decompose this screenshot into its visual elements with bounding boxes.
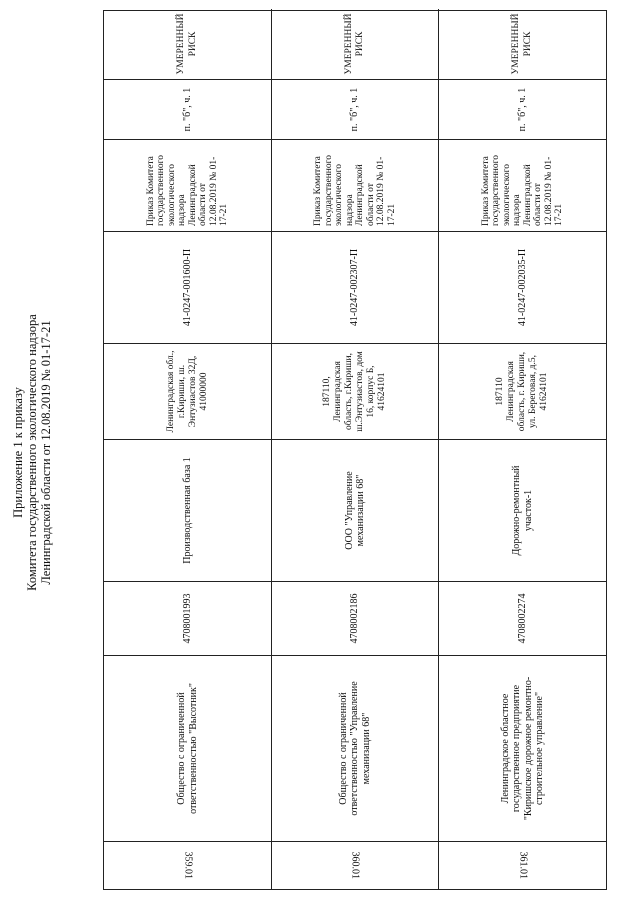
order-document-cell: Приказ Комитета государственного экологического надзора Ленинградской области от 12.08.2019 № 01-17-21: [272, 139, 438, 231]
object-code-cell: 41-0247-001600-П: [104, 231, 271, 343]
risk-category-cell: УМЕРЕННЫЙ РИСК: [343, 13, 365, 75]
address-cell: 187110, Ленинградская область, г.Кириши, ш.Энтузиастов, дом 16, корпус Б, 41624101: [272, 343, 438, 439]
criterion-cell: п. "б", ч. 1: [439, 79, 606, 139]
object-name-cell: ООО "Управление механизации 68": [272, 439, 438, 581]
inn-cell: 4708001993: [104, 581, 271, 655]
object-code-cell: 41-0247-002307-П: [272, 231, 438, 343]
object-name-cell: Дорожно-ремонтный участок-1: [439, 439, 606, 581]
address-cell: 187110 Ленинградская область, г. Кириши, ул. Береговая, д.5, 41624101: [439, 343, 606, 439]
appendix-title: Приложение 1 к приказу: [11, 387, 25, 518]
committee-title: Комитета государственного экологического надзора: [25, 314, 39, 591]
row-number-cell: 360.01: [272, 841, 438, 889]
criterion-cell: п. "б", ч. 1: [104, 79, 271, 139]
table-row: [104, 9, 272, 889]
risk-category-cell: УМЕРЕННЫЙ РИСК: [511, 13, 533, 75]
criterion-cell: п. "б", ч. 1: [272, 79, 438, 139]
order-document-cell: Приказ Комитета государственного экологического надзора Ленинградской области от 12.08.2019 № 01-17-21: [104, 139, 271, 231]
order-reference: Ленинградской области от 12.08.2019 № 01-17-21: [39, 320, 53, 585]
object-name-cell: Производственная база 1: [104, 439, 271, 581]
inn-cell: 4708002186: [272, 581, 438, 655]
organization-name-cell: Общество с ограниченной ответственностью "Управление механизации 68": [272, 655, 438, 841]
row-number-cell: 359.01: [104, 841, 271, 889]
registry-table: [103, 10, 607, 890]
address-cell: Ленинградская обл., г.Кириши, ш. Энтузиастов 32Д, 41000000: [104, 343, 271, 439]
inn-cell: 4708002274: [439, 581, 606, 655]
order-document-cell: Приказ Комитета государственного экологического надзора Ленинградской области от 12.08.2019 № 01-17-21: [439, 139, 606, 231]
table-row: [272, 9, 439, 889]
table-row: [439, 9, 606, 889]
row-number-cell: 361.01: [439, 841, 606, 889]
object-code-cell: 41-0247-002035-П: [439, 231, 606, 343]
risk-category-cell: УМЕРЕННЫЙ РИСК: [176, 13, 198, 75]
organization-name-cell: Общество с ограниченной ответственностью "Высотник": [104, 655, 271, 841]
organization-name-cell: Ленинградское областное государственное предприятие "Киришское дорожное ремонтно-строительное управление": [439, 655, 606, 841]
